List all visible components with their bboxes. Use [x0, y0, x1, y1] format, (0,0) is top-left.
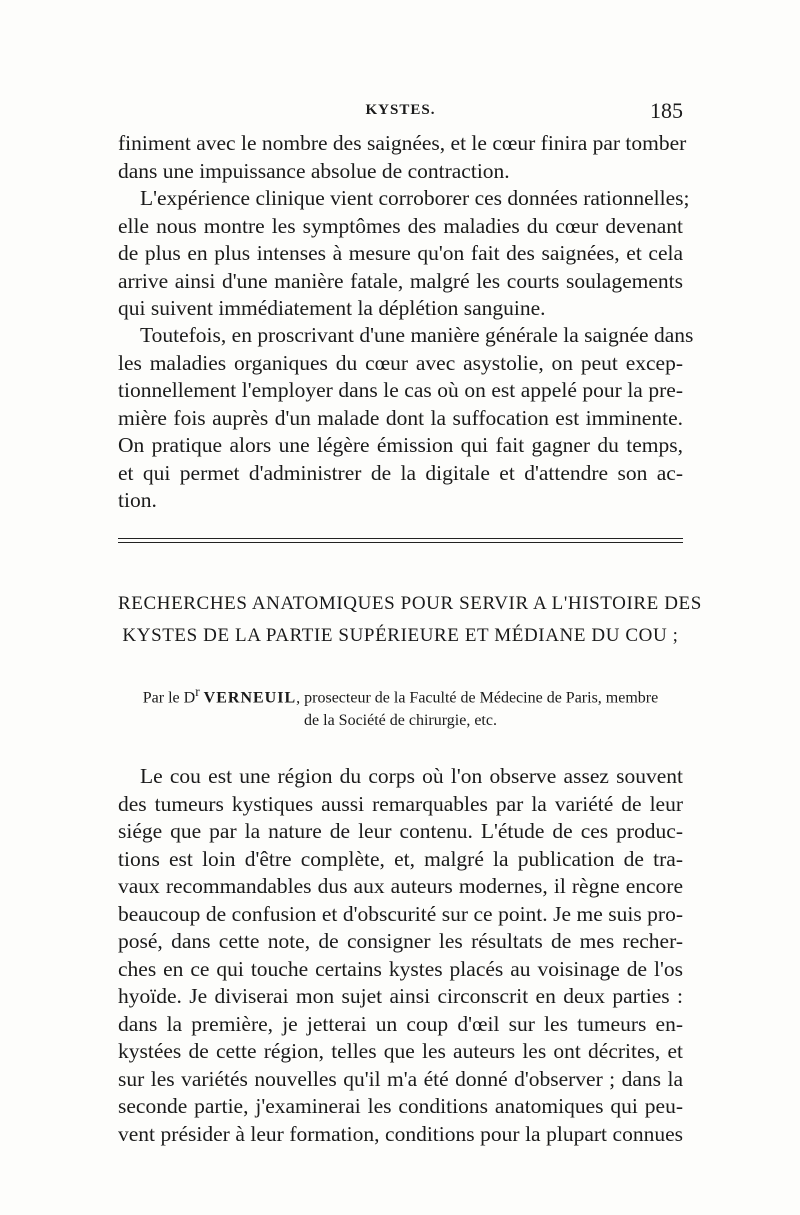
- text-line: tionnellement l'employer dans le cas où on est appelé pour la pre-: [118, 378, 683, 402]
- text-line: Le cou est une région du corps où l'on observe assez souvent: [140, 764, 683, 788]
- text-line: sur les variétés nouvelles qu'il m'a été donné d'observer ; dans la: [118, 1066, 683, 1091]
- text-line: seconde partie, j'examinerai les conditions anatomiques qui peu-: [118, 1094, 683, 1118]
- author-credit: [118, 680, 683, 732]
- text-line: elle nous montre les symptômes des maladies du cœur devenant: [118, 213, 683, 238]
- text-line: dans la première, je jetterai un coup d'œil sur les tumeurs en-: [118, 1011, 683, 1036]
- text-line: hyoïde. Je diviserai mon sujet ainsi circonscrit en deux parties :: [118, 984, 683, 1008]
- separator-rule-top: [118, 538, 683, 539]
- paragraph-4: [118, 763, 683, 1148]
- running-header: [118, 98, 683, 128]
- text-line: Toutefois, en proscrivant d'une manière générale la saignée dans: [140, 323, 694, 347]
- paragraph-3: [118, 322, 694, 515]
- article-title-line: KYSTES DE LA PARTIE SUPÉRIEURE ET MÉDIANE DU COU ;: [122, 625, 679, 646]
- text-line: mière fois auprès d'un malade dont la suffocation est imminente.: [118, 405, 683, 430]
- separator-rule-bottom: [118, 542, 683, 543]
- text-line: kystées de cette région, telles que les auteurs les ont décrites, et: [118, 1039, 683, 1063]
- text-line: tions est loin d'être complète, et, malgré la publication de tra-: [118, 846, 683, 871]
- article-title: [118, 588, 702, 652]
- text-line: qui suivent immédiatement la déplétion sanguine.: [118, 296, 546, 320]
- paragraph-2: [118, 185, 690, 323]
- text-line: arrive ainsi d'une manière fatale, malgré les courts soulagements: [118, 268, 683, 293]
- text-line: finiment avec le nombre des saignées, et le cœur finira par tomber: [118, 131, 687, 155]
- paragraph-1: [118, 130, 687, 185]
- text-line: des tumeurs kystiques aussi remarquables par la variété de leur: [118, 791, 683, 816]
- text-line: vaux recommandables dus aux auteurs modernes, il règne encore: [118, 874, 683, 898]
- text-line: les maladies organiques du cœur avec asystolie, on peut excep-: [118, 350, 683, 375]
- page-number: 185: [650, 98, 683, 123]
- text-line: ches en ce qui touche certains kystes placés au voisinage de l'os: [118, 956, 683, 981]
- author-prefix-sup: r: [195, 684, 200, 699]
- author-line-2: de la Société de chirurgie, etc.: [304, 712, 497, 730]
- text-line: et qui permet d'administrer de la digitale et d'attendre son ac-: [118, 460, 683, 485]
- author-line-1: [118, 680, 683, 709]
- text-line: dans une impuissance absolue de contraction.: [118, 158, 510, 183]
- text-line: beaucoup de confusion et d'obscurité sur ce point. Je me suis pro-: [118, 901, 683, 926]
- text-line: siége que par la nature de leur contenu. L'étude de ces produc-: [118, 819, 683, 843]
- text-line: posé, dans cette note, de consigner les résultats de mes recher-: [118, 929, 683, 953]
- article-title-line: RECHERCHES ANATOMIQUES POUR SERVIR A L'HISTOIRE DES: [118, 593, 702, 614]
- running-title: KYSTES.: [365, 102, 436, 118]
- text-line: tion.: [118, 488, 157, 512]
- text-line: On pratique alors une légère émission qui fait gagner du temps,: [118, 433, 683, 457]
- text-line: L'expérience clinique vient corroborer ces données rationnelles;: [140, 186, 690, 210]
- author-affiliation: , prosecteur de la Faculté de Médecine de Paris, membre: [296, 689, 659, 707]
- text-line: vent présider à leur formation, conditions pour la plupart connues: [118, 1121, 683, 1146]
- author-name: VERNEUIL: [203, 689, 297, 707]
- text-line: de plus en plus intenses à mesure qu'on fait des saignées, et cela: [118, 241, 683, 265]
- author-prefix: Par le D: [142, 689, 196, 707]
